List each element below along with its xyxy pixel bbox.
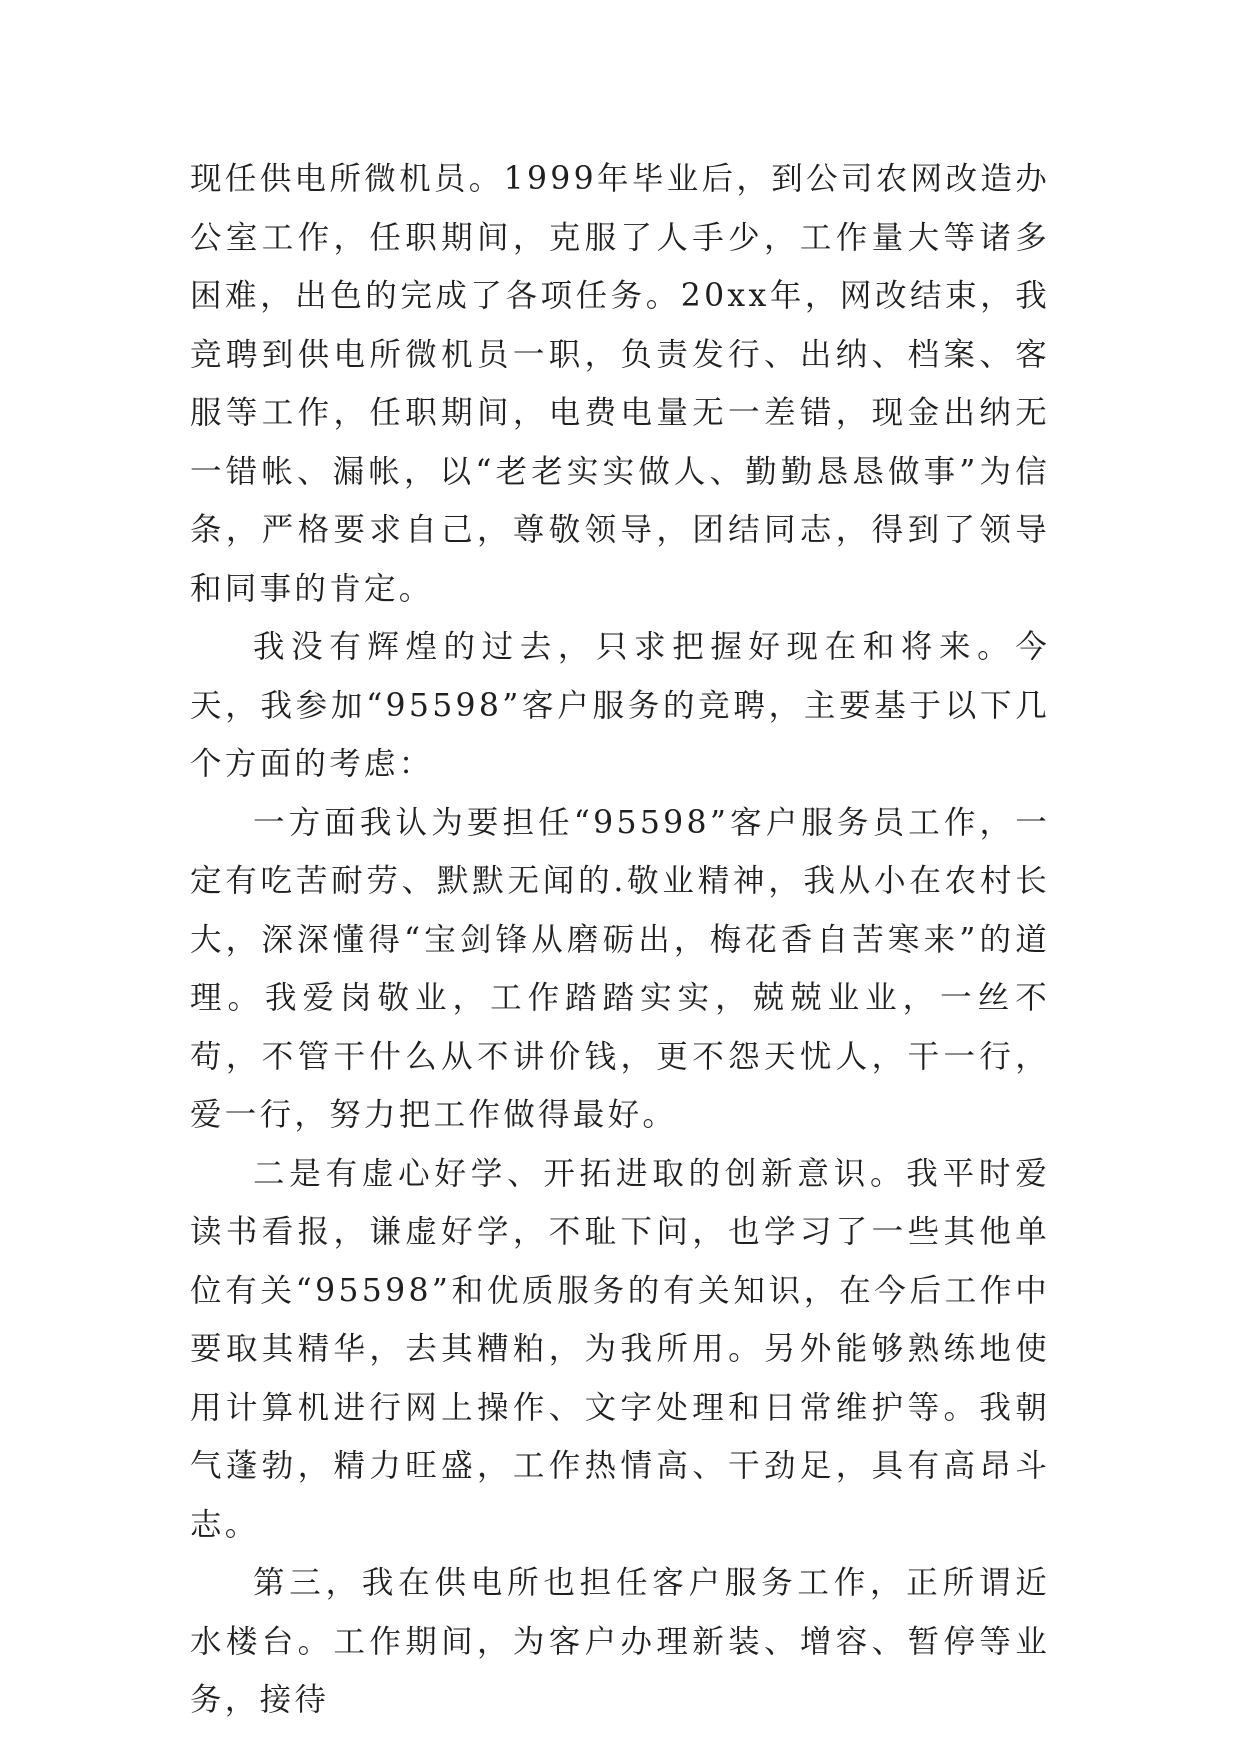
paragraph-motivation: 我没有辉煌的过去，只求把握好现在和将来。今天，我参加“95598”客户服务的竞聘，主要基于以下几个方面的考虑： — [190, 629, 1050, 782]
document-body — [190, 150, 1050, 1730]
paragraph-continuation: 现任供电所微机员。1999年毕业后，到公司农网改造办公室工作，任职期间，克服了人手少，工作量大等诸多困难，出色的完成了各项任务。20xx年，网改结束，我竞聘到供电所微机员一职，负责发行、出纳、档案、客服等工作，任职期间，电费电量无一差错，现金出纳无一错帐、漏帐，以“老老实实做人、勤勤恳恳做事”为信条，严格要求自己，尊敬领导，团结同志，得到了领导和同事的肯定。 — [190, 161, 1050, 607]
paragraph-learning: 二是有虚心好学、开拓进取的创新意识。我平时爱读书看报，谦虚好学，不耻下问，也学习了一些其他单位有关“95598”和优质服务的有关知识，在今后工作中要取其精华，去其糟粕，为我所用。另外能够熟练地使用计算机进行网上操作、文字处理和日常维护等。我朝气蓬勃，精力旺盛，工作热情高、干劲足，具有高昂斗志。 — [190, 1155, 1050, 1543]
paragraph-experience: 第三，我在供电所也担任客户服务工作，正所谓近水楼台。工作期间，为客户办理新装、增容、暂停等业务，接待 — [190, 1565, 1050, 1718]
paragraph-dedication: 一方面我认为要担任“95598”客户服务员工作，一定有吃苦耐劳、默默无闻的.敬业精神，我从小在农村长大，深深懂得“宝剑锋从磨砺出，梅花香自苦寒来”的道理。我爱岗敬业，工作踏踏实实，兢兢业业，一丝不苟，不管干什么从不讲价钱，更不怨天忧人，干一行，爱一行，努力把工作做得最好。 — [190, 804, 1050, 1133]
